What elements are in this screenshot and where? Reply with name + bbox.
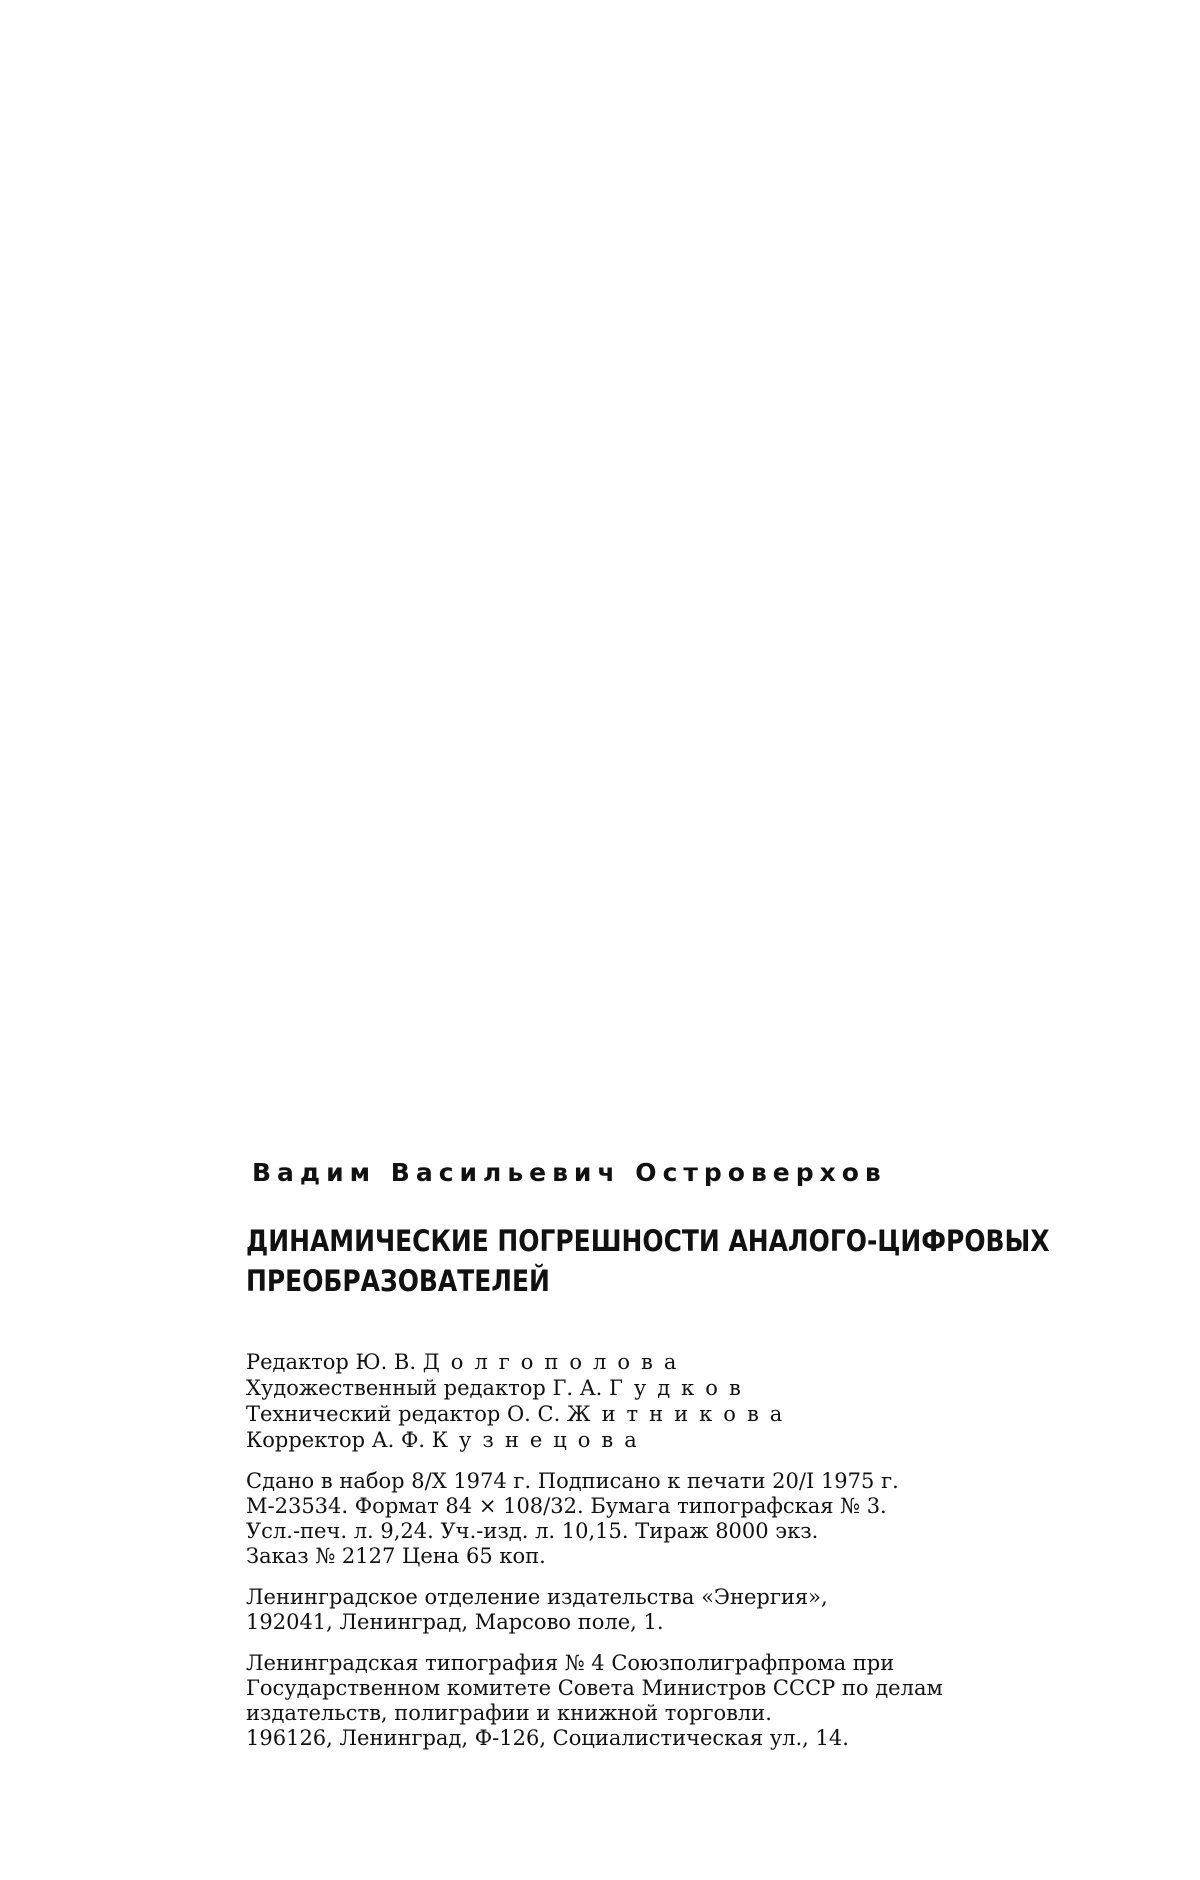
credits-block	[246, 1349, 986, 1453]
print-info-line: М-23534. Формат 84 × 108/32. Бумага типографская № 3.	[246, 1494, 887, 1518]
print-info-line: Сдано в набор 8/X 1974 г. Подписано к печати 20/I 1975 г.	[246, 1469, 899, 1493]
book-title-line-2: ПРЕОБРАЗОВАТЕЛЕЙ	[246, 1264, 550, 1298]
print-info-block	[246, 1469, 986, 1569]
credit-role: Технический редактор О. С.	[246, 1402, 561, 1426]
book-title-line-1: ДИНАМИЧЕСКИЕ ПОГРЕШНОСТИ АНАЛОГО-ЦИФРОВЫХ	[246, 1224, 1050, 1258]
printer-address: 196126, Ленинград, Ф-126, Социалистическая ул., 14.	[246, 1726, 849, 1750]
credit-editor	[246, 1349, 986, 1375]
publisher-address: 192041, Ленинград, Марсово поле, 1.	[246, 1610, 664, 1634]
credit-role: Художественный редактор Г. А.	[246, 1376, 603, 1400]
publisher-line: Ленинградское отделение издательства «Энергия»,	[246, 1585, 828, 1609]
printer-line: издательств, полиграфии и книжной торговли.	[246, 1701, 772, 1725]
print-info-line: Заказ № 2127 Цена 65 коп.	[246, 1544, 546, 1568]
printer-block	[246, 1651, 986, 1751]
book-title	[246, 1221, 1050, 1301]
credit-person: Долгополова	[422, 1350, 688, 1374]
credit-role: Редактор Ю. В.	[246, 1350, 417, 1374]
credit-person: Житникова	[566, 1402, 794, 1426]
credit-art-editor	[246, 1375, 986, 1401]
colophon	[246, 1158, 1050, 1767]
publisher-block	[246, 1585, 986, 1635]
credit-person: Гудков	[608, 1376, 752, 1400]
credit-technical-editor	[246, 1401, 986, 1427]
credit-proofreader	[246, 1427, 986, 1453]
printer-line: Государственном комитете Совета Министров СССР по делам	[246, 1676, 943, 1700]
credit-person: Кузнецова	[431, 1428, 648, 1452]
printer-line: Ленинградская типография № 4 Союзполиграфпрома при	[246, 1651, 895, 1675]
credit-role: Корректор А. Ф.	[246, 1428, 426, 1452]
print-info-line: Усл.-печ. л. 9,24. Уч.-изд. л. 10,15. Тираж 8000 экз.	[246, 1519, 819, 1543]
author-name: Вадим Васильевич Островерхов	[252, 1158, 887, 1187]
